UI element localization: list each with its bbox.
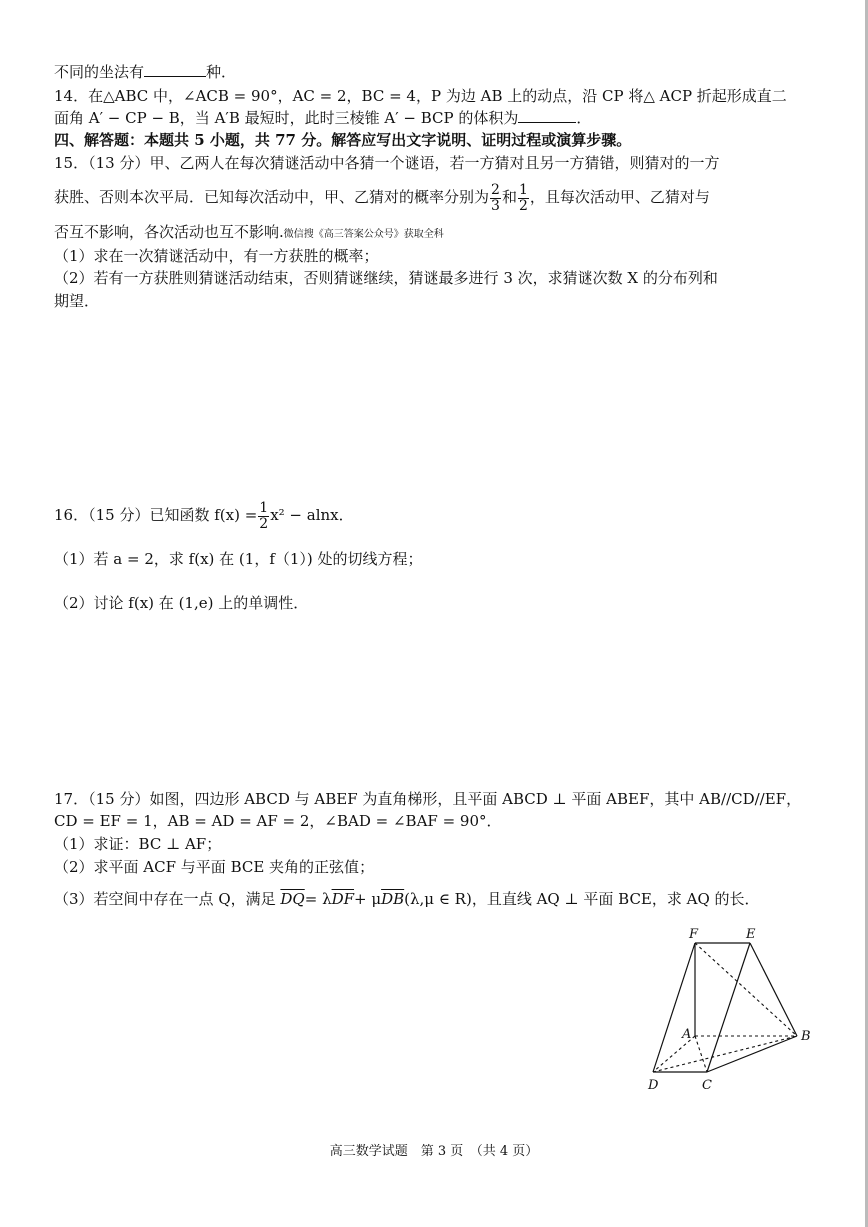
edge-db-dashed [653, 1036, 797, 1072]
q16-line1-after: x² − alnx． [270, 506, 354, 524]
q14-line2-after: ． [576, 109, 592, 127]
q14-line2-text: 面角 A′ − CP − B，当 A′B 最短时，此时三棱锥 A′ − BCP 的体积为 [54, 109, 519, 127]
vector-df: $\overline{DF}$ [331, 890, 355, 908]
fraction-two-thirds: $\frac{2}{3}$ [491, 181, 500, 214]
q15-watermark-note: 微信搜《高三答案公众号》获取全科 [283, 229, 444, 240]
q14-line2 [54, 108, 591, 128]
vector-db: $\overline{DB}$ [381, 890, 405, 908]
edge-fd [653, 943, 695, 1072]
q16-sub1: （1）若 a = 2，求 f(x) 在 (1，f（1）) 处的切线方程； [54, 550, 423, 568]
section4-heading: 四、解答题：本题共 5 小题，共 77 分。解答应写出文字说明、证明过程或演算步骤。 [54, 131, 632, 149]
q15-line2 [54, 180, 710, 214]
edge-fb-dashed [695, 943, 797, 1036]
label-f: F [689, 927, 699, 942]
q17-sub3-text: （3）若空间中存在一点 Q，满足 [54, 890, 276, 908]
edge-eb [750, 943, 797, 1036]
label-e: E [746, 927, 756, 942]
q17-line2: CD = EF = 1，AB = AD = AF = 2，∠BAD = ∠BAF = 90°． [54, 812, 502, 830]
label-b: B [801, 1029, 811, 1044]
edge-ec [707, 943, 750, 1072]
edge-cb [707, 1036, 797, 1072]
q15-line1: 15．（13 分）甲、乙两人在每次猜谜活动中各猜一个谜语，若一方猜对且另一方猜错，则猜对的一方 [54, 154, 720, 172]
q13-tail-after: 种． [206, 63, 237, 81]
q17-line1: 17．（15 分）如图，四边形 ABCD 与 ABEF 为直角梯形，且平面 ABCD ⊥ 平面 ABEF，其中 AB//CD//EF， [54, 790, 802, 808]
label-a: A [682, 1027, 692, 1042]
fraction-one-half: $\frac{1}{2}$ [518, 181, 528, 214]
vector-dq: $\overline{DQ}$ [280, 890, 305, 908]
q15-sub2-line2: 期望． [54, 292, 100, 310]
q13-answer-blank[interactable] [144, 62, 206, 77]
q17-sub3 [54, 889, 760, 909]
q13-tail-line [54, 62, 236, 82]
solid-figure-svg [640, 925, 830, 1095]
q14-answer-blank[interactable] [518, 108, 576, 123]
q16-sub2: （2）讨论 f(x) 在 (1,e) 上的单调性． [54, 594, 309, 612]
q16-line1-text: 16．（15 分）已知函数 f(x) = [54, 506, 258, 524]
q17-sub2: （2）求平面 ACF 与平面 BCE 夹角的正弦值； [54, 858, 375, 876]
q15-sub2-line1: （2）若有一方获胜则猜谜活动结束，否则猜谜继续，猜谜最多进行 3 次，求猜谜次数 X 的分布列和 [54, 269, 718, 287]
solid-figure [640, 925, 830, 1095]
q13-tail-text: 不同的坐法有 [54, 63, 145, 81]
q16-line1 [54, 498, 354, 532]
q15-line2-mid: 和 [501, 188, 517, 206]
label-d: D [648, 1078, 659, 1093]
fraction-one-half: $\frac{1}{2}$ [259, 499, 269, 532]
q17-eq2: + μ [354, 890, 382, 908]
q15-sub1: （1）求在一次猜谜活动中，有一方获胜的概率； [54, 247, 379, 265]
q17-sub3-after: (λ,μ ∈ R)，且直线 AQ ⊥ 平面 BCE，求 AQ 的长． [404, 890, 760, 908]
q17-sub1: （1）求证：BC ⊥ AF； [54, 835, 222, 853]
q14-line1: 14．在△ABC 中，∠ACB = 90°，AC = 2，BC = 4，P 为边 AB 上的动点，沿 CP 将△ ACP 折起形成直二 [54, 87, 787, 105]
q15-line3 [54, 222, 444, 245]
q15-line3-text: 否互不影响，各次活动也互不影响. [54, 223, 284, 241]
q15-line2-after: ，且每次活动甲、乙猜对与 [529, 188, 710, 206]
q17-eq1: = λ [304, 890, 332, 908]
page-footer: 高三数学试题 第 3 页 （共 4 页） [329, 1144, 539, 1159]
q15-line2-text: 获胜、否则本次平局．已知每次活动中，甲、乙猜对的概率分别为 [54, 188, 490, 206]
label-c: C [702, 1078, 712, 1093]
edge-ac-dashed [695, 1036, 707, 1072]
